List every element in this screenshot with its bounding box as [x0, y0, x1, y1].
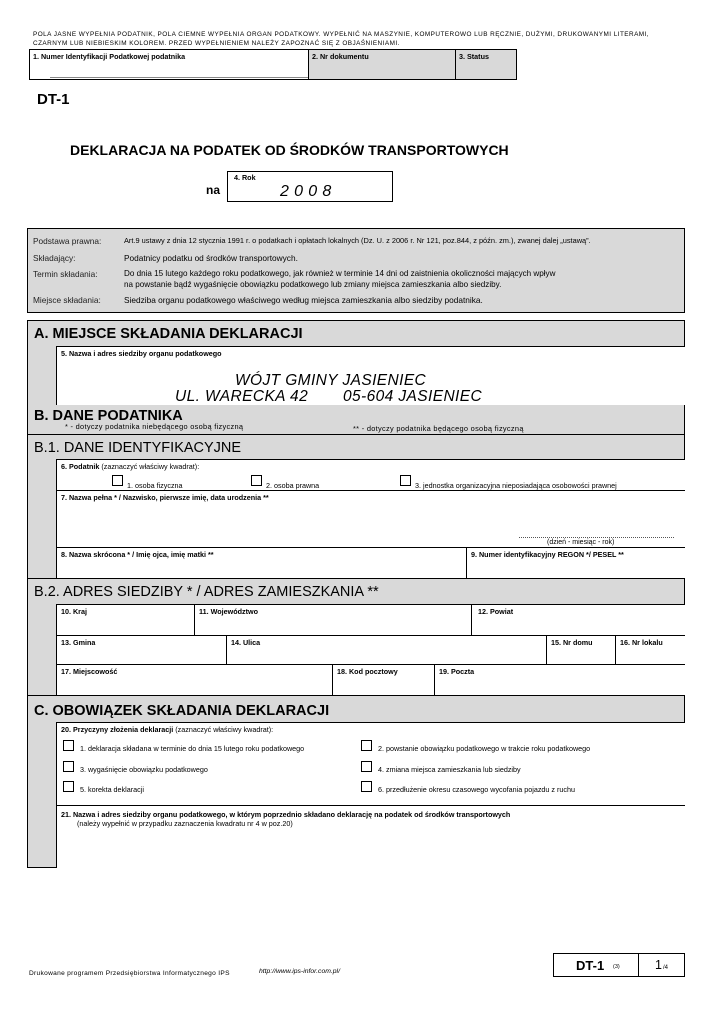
divider-c — [27, 695, 685, 696]
podstawa-label: Podstawa prawna: — [33, 236, 102, 246]
reason-4: 4. zmiana miejsca zamieszkania lub siedziby — [378, 765, 521, 774]
field-5-box[interactable] — [56, 346, 685, 405]
year-value: 2 0 0 8 — [280, 183, 332, 200]
field-12-box[interactable] — [471, 604, 685, 636]
opt-osoba-prawna: 2. osoba prawna — [266, 481, 320, 490]
form-code: DT-1 — [37, 91, 70, 108]
field-8-box[interactable] — [56, 547, 466, 578]
field-21-hint: (należy wypełnić w przypadku zaznaczenia kwadratu nr 4 w poz.20) — [77, 819, 293, 828]
date-hint: (dzień - miesiąc - rok) — [547, 539, 615, 546]
checkbox-reason-5[interactable] — [63, 781, 74, 792]
field-21-box[interactable] — [56, 805, 685, 868]
date-line — [519, 537, 674, 538]
year-field[interactable] — [227, 171, 393, 202]
reason-2: 2. powstanie obowiązku podatkowego w trakcie roku podatkowego — [378, 744, 591, 753]
field-6-hint: (zaznaczyć właściwy kwadrat): — [101, 462, 200, 471]
info-block — [27, 228, 685, 313]
field-20-box — [56, 722, 685, 805]
termin-text-2: na powstanie bądź wygaśnięcie obowiązku podatkowego lub zmiany miejsca zamieszkania albo siedziby. — [124, 280, 502, 289]
checkbox-reason-6[interactable] — [361, 781, 372, 792]
field-11-box[interactable] — [194, 604, 471, 636]
field-6-label: 6. Podatnik — [61, 462, 100, 471]
nip-underline — [50, 77, 315, 78]
year-prefix: na — [206, 183, 221, 197]
field-19-label: 19. Poczta — [439, 667, 475, 676]
field-17-box[interactable] — [56, 664, 332, 695]
skladajacy-text: Podatnicy podatku od środków transportowych. — [124, 253, 298, 263]
reason-6: 6. przedłużenie okresu czasowego wycofania pojazdu z ruchu — [378, 785, 575, 794]
field-9-box[interactable] — [466, 547, 685, 578]
notice-line-1: POLA JASNE WYPEŁNIA PODATNIK, POLA CIEMNE WYPEŁNIA ORGAN PODATKOWY. WYPEŁNIĆ NA MASZYNIE, KOMPUTEROWO LUB RĘCZNIE, DUŻYMI, DRUKOWANYMI LITERAMI, — [33, 31, 650, 38]
field-7-box[interactable] — [56, 490, 685, 547]
checkbox-osoba-fizyczna[interactable] — [112, 475, 123, 486]
checkbox-reason-4[interactable] — [361, 761, 372, 772]
field-17-label: 17. Miejscowość — [61, 667, 118, 676]
doc-number-field — [308, 49, 456, 80]
footer-version: (3) — [613, 964, 620, 970]
field-15-label: 15. Nr domu — [551, 638, 593, 647]
footer-code: DT-1 — [576, 958, 605, 973]
checkbox-reason-2[interactable] — [361, 740, 372, 751]
notice-line-2: CZARNYM LUB NIEBIESKIM KOLOREM. PRZED WYPEŁNIENIEM NALEŻY ZAPOZNAĆ SIĘ Z OBJAŚNIENIAMI. — [33, 39, 400, 47]
footer-page-box — [638, 953, 685, 977]
footer-printed-by: Drukowane programem Przedsiębiorstwa Informatycznego IPS — [29, 970, 230, 977]
field-10-box[interactable] — [56, 604, 194, 636]
reason-1: 1. deklaracja składana w terminie do dnia 15 lutego roku podatkowego — [80, 744, 305, 753]
checkbox-jednostka[interactable] — [400, 475, 411, 486]
field-21-label: 21. Nazwa i adres siedziby organu podatkowego, w którym poprzednio składano deklarację na podatek od środków transportowych — [61, 810, 511, 819]
checkbox-osoba-prawna[interactable] — [251, 475, 262, 486]
field-19-box[interactable] — [434, 664, 685, 695]
nip-field[interactable] — [29, 49, 309, 80]
field-5-label: 5. Nazwa i adres siedziby organu podatkowego — [61, 349, 222, 358]
footer-pages: /4 — [663, 965, 669, 971]
field-12-label: 12. Powiat — [478, 607, 514, 616]
reason-3: 3. wygaśnięcie obowiązku podatkowego — [80, 765, 208, 774]
field-18-label: 18. Kod pocztowy — [337, 667, 398, 676]
authority-city: 05-604 JASIENIEC — [343, 388, 483, 405]
field-6-box — [56, 459, 685, 490]
podstawa-text: Art.9 ustawy z dnia 12 stycznia 1991 r. o podatkach i opłatach lokalnych (Dz. U. z 2006 r. Nr 121, poz.844, z późn. zm.), zwanej dalej „ustawą”. — [124, 236, 591, 245]
field-13-box[interactable] — [56, 635, 226, 666]
footer-url[interactable]: http://www.ips-infor.com.pl/ — [259, 968, 340, 975]
divider-b2 — [27, 578, 685, 579]
field-16-box[interactable] — [615, 635, 685, 666]
field-13-label: 13. Gmina — [61, 638, 96, 647]
reason-5: 5. korekta deklaracji — [80, 785, 144, 794]
termin-label: Termin składania: — [33, 269, 98, 279]
top-notice — [33, 31, 683, 48]
section-b2-title: B.2. ADRES SIEDZIBY * / ADRES ZAMIESZKANIA ** — [34, 584, 379, 600]
field-9-label: 9. Numer identyfikacyjny REGON */ PESEL ** — [471, 550, 624, 559]
section-c-title: C. OBOWIĄZEK SKŁADANIA DEKLARACJI — [34, 703, 330, 719]
note-natural: ** - dotyczy podatnika będącego osobą fizyczną — [353, 424, 524, 433]
section-a-title: A. MIEJSCE SKŁADANIA DEKLARACJI — [34, 326, 303, 342]
nip-label: 1. Numer Identyfikacji Podatkowej podatnika — [33, 52, 186, 61]
section-b-title: B. DANE PODATNIKA — [34, 408, 183, 424]
checkbox-reason-3[interactable] — [63, 761, 74, 772]
field-8-label: 8. Nazwa skrócona * / Imię ojca, imię matki ** — [61, 550, 214, 559]
field-20-label: 20. Przyczyny złożenia deklaracji — [61, 725, 174, 734]
checkbox-reason-1[interactable] — [63, 740, 74, 751]
miejsce-text: Siedziba organu podatkowego właściwego według miejsca zamieszkania albo siedziby podatnika. — [124, 295, 483, 305]
footer-code-box — [553, 953, 639, 977]
form-title: DEKLARACJA NA PODATEK OD ŚRODKÓW TRANSPORTOWYCH — [70, 142, 509, 158]
year-label: 4. Rok — [234, 173, 256, 182]
field-15-box[interactable] — [546, 635, 615, 666]
status-label: 3. Status — [459, 52, 489, 61]
field-7-label: 7. Nazwa pełna * / Nazwisko, pierwsze imię, data urodzenia ** — [61, 493, 269, 502]
opt-jednostka: 3. jednostka organizacyjna nieposiadająca osobowości prawnej — [415, 481, 617, 490]
authority-name: WÓJT GMINY JASIENIEC — [235, 372, 427, 389]
termin-text-1: Do dnia 15 lutego każdego roku podatkowego, jak również w terminie 14 dni od zaistnienia okoliczności mających wpływ — [124, 269, 556, 278]
note-non-natural: * - dotyczy podatnika niebędącego osobą fizyczną — [65, 422, 244, 431]
footer-page: 1 — [655, 958, 662, 972]
field-10-label: 10. Kraj — [61, 607, 87, 616]
divider-b1 — [27, 434, 685, 435]
field-11-label: 11. Województwo — [199, 607, 258, 616]
field-14-label: 14. Ulica — [231, 638, 261, 647]
field-20-hint: (zaznaczyć właściwy kwadrat): — [175, 725, 274, 734]
skladajacy-label: Składający: — [33, 253, 76, 263]
opt-osoba-fizyczna: 1. osoba fizyczna — [127, 481, 183, 490]
miejsce-label: Miejsce składania: — [33, 295, 101, 305]
status-field — [455, 49, 517, 80]
field-18-box[interactable] — [332, 664, 434, 695]
section-b1-title: B.1. DANE IDENTYFIKACYJNE — [34, 440, 242, 456]
field-16-label: 16. Nr lokalu — [620, 638, 663, 647]
authority-street: UL. WARECKA 42 — [175, 388, 309, 405]
field-14-box[interactable] — [226, 635, 546, 666]
doc-number-label: 2. Nr dokumentu — [312, 52, 369, 61]
